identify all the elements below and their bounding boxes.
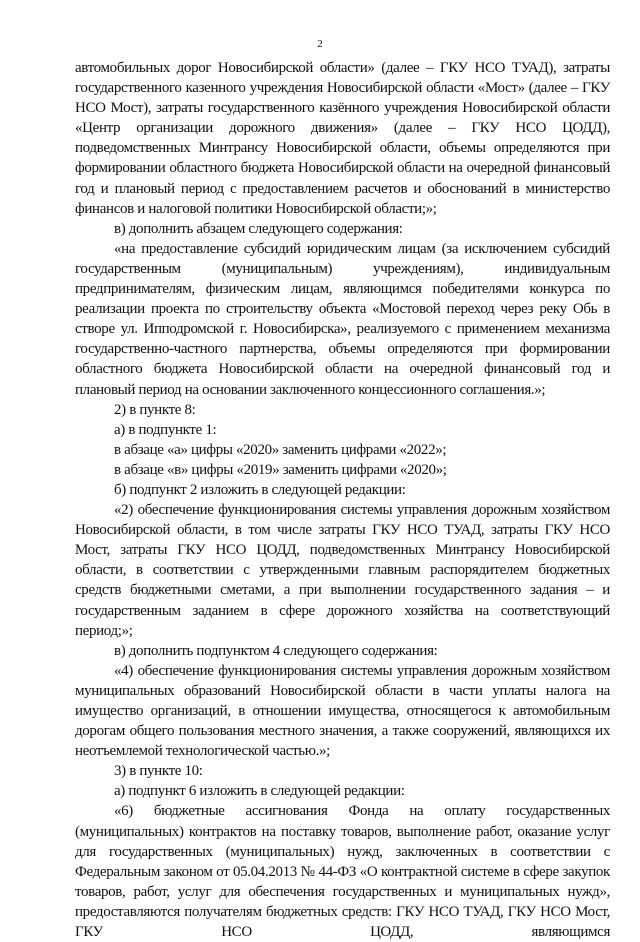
paragraph-continuation: автомобильных дорог Новосибирской области» (далее – ГКУ НСО ТУАД), затраты государственного казенного учреждения Новосибирской области «Мост» (далее – ГКУ НСО Мост), затраты государственного казённого учреждения Новосибирской области «Центр организации дорожного движения» (далее – ГКУ НСО ЦОДД), подведомственных Минтрансу Новосибирской области, объемы определяются при формировании областного бюджета Новосибирской области на очередной финансовый год и плановый период с предоставлением расчетов и обоснований в министерство финансов и налоговой политики Новосибирской области;»; — [75, 60, 610, 217]
paragraph-point-8: 2) в пункте 8: — [114, 401, 196, 418]
paragraph-subsidies: «на предоставление субсидий юридическим лицам (за исключением субсидий государственным (муниципальным) учреждениям), индивидуальным предпринимателям, физическим лицам, являющимся победителями конкурса по реализации проекта по строительству объекта «Мостовой переход через реку Обь в створе ул. Ипподромской г. Новосибирска», реализуемого с применением механизма государственно-частного партнерства, объемы определяются при формировании областного бюджета Новосибирской области на очередной финансовый год и плановый период на основании заключенного концессионного соглашения.»; — [75, 240, 610, 398]
paragraph-subpoint-2-text: «2) обеспечение функционирования системы управления дорожным хозяйством Новосибирской области, в том числе затраты ГКУ НСО ТУАД, затраты ГКУ НСО Мост, затраты ГКУ НСО ЦОДД, подведомственных Минтрансу Новосибирской области, в соответствии с утвержденными главным распорядителем бюджетных средств бюджетными сметами, а при выполнении государственного задания – и государственным заданием в сфере дорожного хозяйства на соответствующий период;»; — [75, 502, 610, 639]
paragraph-subpoint-2-intro: б) подпункт 2 изложить в следующей редакции: — [114, 481, 406, 498]
paragraph-subpoint-6-text: «6) бюджетные ассигнования Фонда на оплату государственных (муниципальных) контрактов на поставку товаров, выполнение работ, оказание услуг для государственных (муниципальных) нужд, заключенных в соответствии с Федеральным законом от 05.04.2013 № 44-ФЗ «О контрактной системе в сфере закупок товаров, работ, услуг для обеспечения государственных и муниципальных нужд», предоставляются получателям бюджетных средств: ГКУ НСО ТУАД, ГКУ НСО Мост, ГКУ НСО ЦОДД, являющимся — [75, 803, 610, 941]
paragraph-abzac-v: в абзаце «в» цифры «2019» заменить цифрами «2020»; — [114, 461, 447, 478]
paragraph-subpoint-4-text: «4) обеспечение функционирования системы управления дорожным хозяйством муниципальных образований Новосибирской области в части уплаты налога на имущество организаций, в отношении имущества, относящегося к автомобильным дорогам общего пользования местного значения, а также сооружений, являющихся их неотъемлемой технологической частью.»; — [75, 662, 610, 760]
page-number: 2 — [317, 38, 323, 50]
paragraph-subpoint-1: а) в подпункте 1: — [114, 421, 217, 438]
paragraph-subpoint-4-intro: в) дополнить подпунктом 4 следующего содержания: — [114, 642, 438, 659]
document-body — [75, 58, 610, 942]
paragraph-item-v-intro: в) дополнить абзацем следующего содержания: — [114, 220, 403, 237]
paragraph-abzac-a: в абзаце «а» цифры «2020» заменить цифрами «2022»; — [114, 441, 447, 458]
paragraph-subpoint-6-intro: а) подпункт 6 изложить в следующей редакции: — [114, 783, 405, 800]
paragraph-point-10: 3) в пункте 10: — [114, 763, 203, 780]
